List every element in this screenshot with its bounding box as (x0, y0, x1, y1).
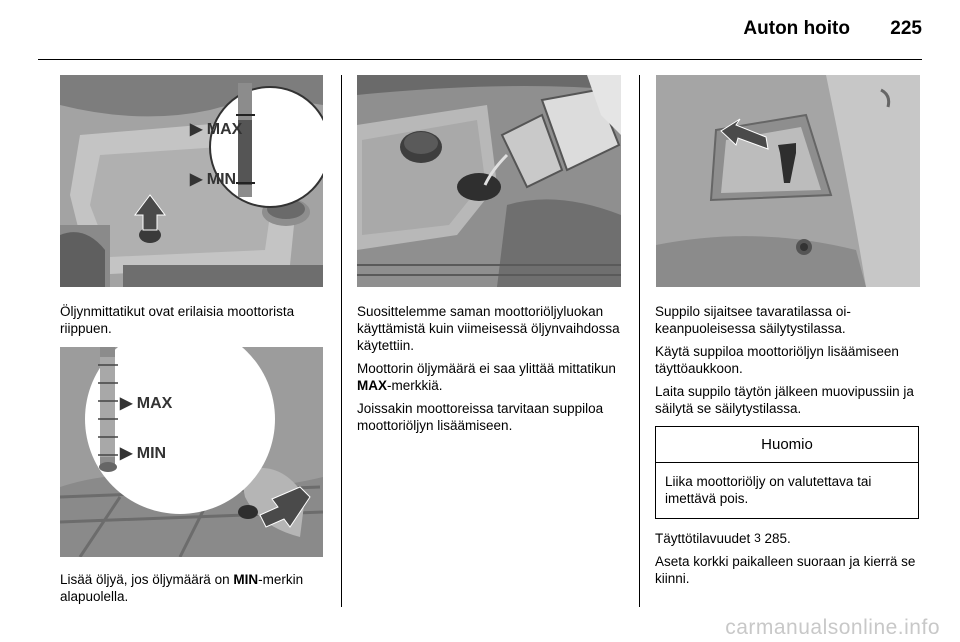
funnel-storage-text: Laita suppilo täytön jälkeen muovipussiin ja säilytä se säilytystilassa. (655, 384, 914, 416)
figure-dipstick-engine (60, 75, 323, 287)
figure-dipstick-closeup (60, 347, 323, 557)
column-divider-2 (639, 75, 640, 607)
note-heading: Huomio (656, 427, 918, 463)
note-box (655, 426, 919, 519)
pouring-oil-illustration (357, 75, 621, 287)
funnel-needed-text: Joissakin moottoreissa tarvitaan suppiloa moottoriöljyn lisäämiseen. (357, 401, 604, 433)
dipstick-max-label: ▶ MAX (190, 121, 243, 138)
column-divider-1 (341, 75, 342, 607)
replace-cap-text: Aseta korkki paikalleen suoraan ja kierrä se kiinni. (655, 554, 916, 586)
column1-text-bottom (60, 571, 335, 611)
header-rule (38, 59, 922, 60)
figure-pouring-oil (357, 75, 621, 287)
oil-grade-recommendation-text: Suosittelemme saman moottoriöljyluokan käyttämistä kuin viimeisessä öljynvaihdossa käytettiin. (357, 304, 620, 353)
page-reference-link[interactable]: 285. (760, 531, 791, 546)
dipstick-variety-text: Öljynmittatikut ovat erilaisia moottorista riippuen. (60, 304, 295, 336)
page-header-title: Auton hoito (743, 18, 850, 39)
funnel-storage-illustration (656, 75, 920, 287)
fill-capacity-reference: Täyttötilavuudet 3 285. (655, 531, 791, 546)
funnel-location-text: Suppilo sijaitsee tavaratilassa oikeanpuoleisessa säilytystilassa. (655, 304, 851, 336)
dipstick-max-label-closeup: ▶ MAX (120, 395, 173, 412)
dipstick-min-label: ▶ MIN (190, 171, 237, 188)
dipstick-closeup-illustration (60, 347, 323, 557)
column3-text-top (655, 303, 930, 423)
column2-text (357, 303, 632, 440)
page-number: 225 (890, 18, 922, 39)
figure-funnel-storage (656, 75, 920, 287)
add-oil-text: Lisää öljyä, jos öljymäärä on MIN-merkin alapuolella. (60, 572, 304, 604)
column1-text-top (60, 303, 330, 343)
column3-text-bottom (655, 530, 930, 593)
max-mark-warning-text: Moottorin öljymäärä ei saa ylittää mittatikun MAX-merkkiä. (357, 361, 616, 393)
note-text: Liika moottoriöljy on valutettava tai imettävä pois. (665, 474, 872, 506)
watermark: carmanualsonline.info (725, 616, 940, 639)
dipstick-min-label-closeup: ▶ MIN (120, 445, 167, 462)
funnel-usage-text: Käytä suppiloa moottoriöljyn lisäämiseen täyttöaukkoon. (655, 344, 899, 376)
page-reference-icon: 3 (754, 531, 761, 545)
